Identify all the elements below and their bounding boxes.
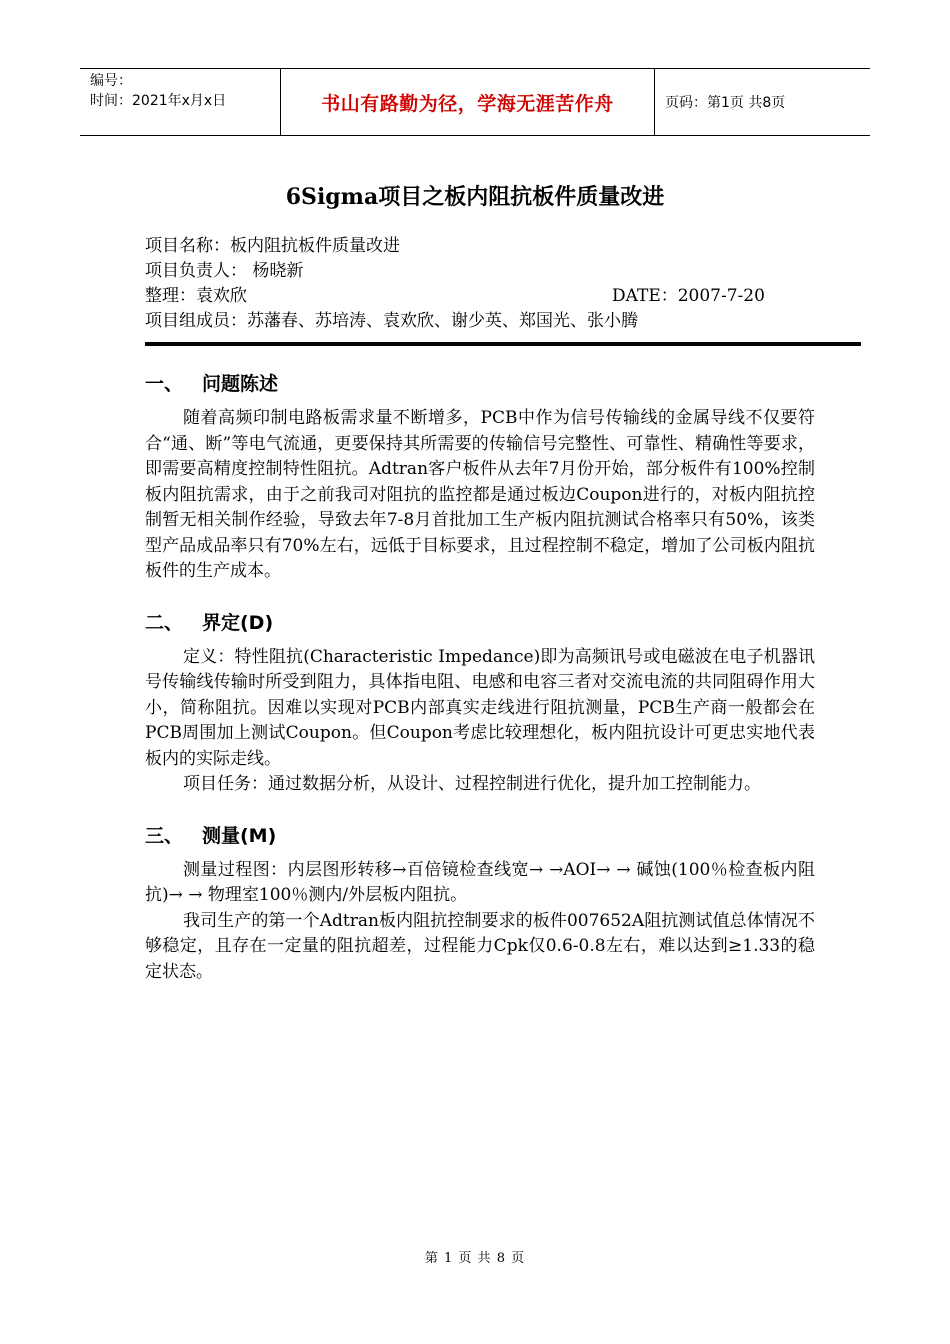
compiler: 整理：袁欢欣 xyxy=(145,286,247,306)
project-meta xyxy=(145,234,865,334)
section-heading-problem xyxy=(145,370,815,398)
time-label: 时间：2021年x月x日 xyxy=(90,93,227,109)
section-title: 测量(M) xyxy=(202,824,277,847)
project-lead: 项目负责人： 杨晓新 xyxy=(145,261,304,281)
section-heading-define xyxy=(145,609,815,637)
header-table xyxy=(80,68,870,136)
section-number: 二、 xyxy=(145,611,184,634)
compiler-row xyxy=(145,284,865,309)
separator-rule xyxy=(145,342,861,346)
document-date: DATE：2007-7-20 xyxy=(612,286,765,306)
paragraph: 测量过程图：内层图形转移→百倍镜检查线宽→ →AOI→ → 碱蚀(100％检查板内阻抗)→ → 物理室100％测内/外层板内阻抗。 xyxy=(145,859,815,905)
page-footer: 第 1 页 共 8 页 xyxy=(424,1251,526,1266)
document-body xyxy=(145,370,815,985)
section-number: 一、 xyxy=(145,373,184,395)
section-title: 问题陈述 xyxy=(202,373,279,395)
paragraph: 随着高频印制电路板需求量不断增多，PCB中作为信号传输线的金属导线不仅要符合“通、断”等电气流通，更要保持其所需要的传输信号完整性、可靠性、精确性等要求，即需要高精度控制特性阻抗。Adtran客户板件从去年7月份开始，部分板件有100%控制板内阻抗需求，由于之前我司对阻抗的监控都是通过板边Coupon进行的，对板内阻抗控制暂无相关制作经验，导致去年7-8月首批加工生产板内阻抗测试合格率只有50%，该类型产品成品率只有70%左右，远低于目标要求，且过程控制不稳定，增加了公司板内阻抗板件的生产成本。 xyxy=(145,408,815,581)
header-page-info: 页码：第1页 共8页 xyxy=(665,95,786,111)
document-title: 6Sigma项目之板内阻抗板件质量改进 xyxy=(285,184,665,210)
section-title: 界定(D) xyxy=(202,611,274,634)
paragraph: 项目任务：通过数据分析，从设计、过程控制进行优化，提升加工控制能力。 xyxy=(183,774,761,794)
project-members: 项目组成员：苏藩春、苏培涛、袁欢欣、谢少英、郑国光、张小腾 xyxy=(145,311,638,331)
number-label: 编号： xyxy=(90,73,132,89)
section-heading-measure xyxy=(145,822,815,850)
header-left-cell xyxy=(80,69,281,135)
header-motto: 书山有路勤为径，学海无涯苦作舟 xyxy=(281,69,655,135)
paragraph: 定义：特性阻抗(Characteristic Impedance)即为高频讯号或电磁波在电子机器讯号传输线传输时所受到阻力，具体指电阻、电感和电容三者对交流电流的共同阻碍作用大小，简称阻抗。因难以实现对PCB内部真实走线进行阻抗测量，PCB生产商一般都会在PCB周围加上测试Coupon。但Coupon考虑比较理想化，板内阻抗设计可更忠实地代表板内的实际走线。 xyxy=(145,646,815,769)
section-number: 三、 xyxy=(145,824,184,847)
project-name: 项目名称：板内阻抗板件质量改进 xyxy=(145,236,400,256)
paragraph: 我司生产的第一个Adtran板内阻抗控制要求的板件007652A阻抗测试值总体情况不够稳定，且存在一定量的阻抗超差，过程能力Cpk仅0.6-0.8左右，难以达到≥1.33的稳定状态。 xyxy=(145,910,815,982)
